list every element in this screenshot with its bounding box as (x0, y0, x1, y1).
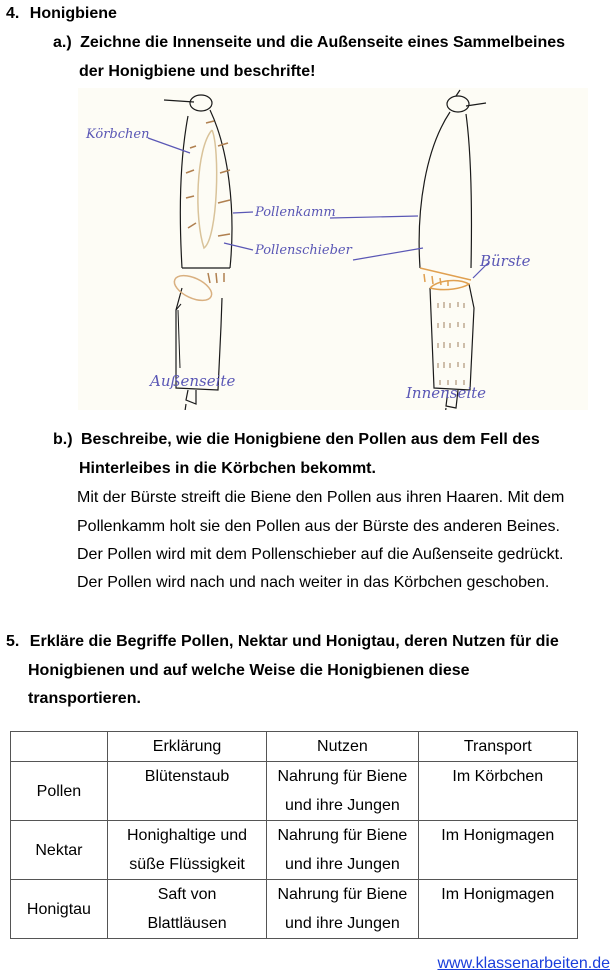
row-term: Pollen (11, 762, 108, 821)
outer-leg-sketch (164, 95, 232, 410)
cell-erklaerung (107, 762, 266, 821)
cell-erklaerung (107, 880, 266, 939)
task-title: Honigbiene (29, 5, 117, 22)
cell-line: Saft von (157, 886, 217, 903)
cell-line: und ihre Jungen (285, 915, 400, 932)
cell-line: Nahrung für Biene (277, 768, 408, 785)
cell-nutzen (267, 821, 418, 880)
cell-line: süße Flüssigkeit (129, 856, 245, 873)
row-term: Honigtau (11, 880, 108, 939)
inner-leg-brush-hairs (438, 302, 464, 385)
answer-table (10, 731, 578, 939)
cell-line: und ihre Jungen (285, 856, 400, 873)
question-line: der Honigbiene und beschrifte! (79, 63, 316, 80)
label-aussenseite: Außenseite (150, 372, 236, 390)
answer-line: Der Pollen wird nach und nach weiter in das Körbchen geschoben. (77, 574, 550, 591)
cell-line: Blütenstaub (144, 768, 230, 785)
inner-leg-sketch (419, 90, 486, 410)
table-row (11, 762, 578, 821)
bee-leg-drawing (78, 88, 588, 410)
table-row (11, 880, 578, 939)
cell-nutzen (267, 762, 418, 821)
answer-line: Pollenkamm holt sie den Pollen aus der Bürste des anderen Beines. (77, 518, 560, 535)
cell-nutzen (267, 880, 418, 939)
cell-line: Nahrung für Biene (277, 827, 408, 844)
task-number: 5. (6, 633, 20, 650)
question-line: transportieren. (28, 690, 141, 707)
table-header-row (11, 732, 578, 762)
table-row (11, 821, 578, 880)
cell-erklaerung (107, 821, 266, 880)
question-line: Hinterleibes in die Körbchen bekommt. (79, 460, 376, 477)
task-number: 4. (6, 5, 20, 22)
task-4a-question (53, 33, 565, 53)
label-innenseite: Innenseite (406, 384, 487, 402)
cell-line: Nahrung für Biene (277, 886, 408, 903)
question-line: Honigbienen und auf welche Weise die Honigbienen diese (28, 662, 470, 679)
cell-transport: Im Honigmagen (418, 821, 577, 880)
row-term: Nektar (11, 821, 108, 880)
subtask-label: b.) (53, 431, 73, 448)
header-cell (11, 732, 108, 762)
cell-line: Honighaltige und (126, 827, 248, 844)
label-pollenkamm: Pollenkamm (255, 205, 336, 220)
answer-line: Der Pollen wird mit dem Pollenschieber auf die Außenseite gedrückt. (77, 546, 564, 563)
answer-line: Mit der Bürste streift die Biene den Pollen aus ihren Haaren. Mit dem (77, 489, 565, 506)
cell-transport: Im Körbchen (418, 762, 577, 821)
drawing-canvas (78, 88, 588, 410)
cell-line: und ihre Jungen (285, 797, 400, 814)
task-4-heading (6, 4, 117, 24)
cell-transport: Im Honigmagen (418, 880, 577, 939)
question-line: Beschreibe, wie die Honigbiene den Pollen aus dem Fell des (81, 431, 540, 448)
task-5-question (6, 632, 559, 652)
label-pollenschieber: Pollenschieber (255, 243, 352, 258)
inner-leg-shading (420, 268, 471, 290)
cell-line: Blattläusen (147, 915, 227, 932)
header-cell: Erklärung (107, 732, 266, 762)
header-cell: Transport (418, 732, 577, 762)
footer-website-link[interactable]: www.klassenarbeiten.de (437, 955, 610, 972)
question-line: Erkläre die Begriffe Pollen, Nektar und Honigtau, deren Nutzen für die (29, 633, 559, 650)
label-koerbchen: Körbchen (86, 127, 150, 142)
header-cell: Nutzen (267, 732, 418, 762)
task-4b-question (53, 430, 540, 450)
question-line: Zeichne die Innenseite und die Außenseite eines Sammelbeines (80, 34, 566, 51)
cell-line (112, 791, 262, 820)
subtask-label: a.) (53, 34, 72, 51)
label-buerste: Bürste (480, 252, 531, 270)
